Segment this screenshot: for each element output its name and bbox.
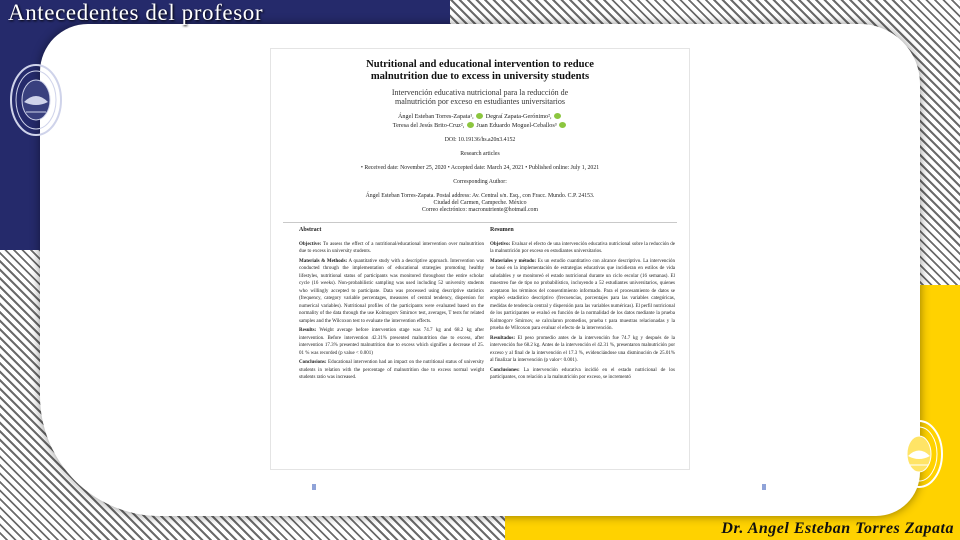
abstract-column [299,227,484,382]
section-label: Objetivo: [490,241,511,247]
resumen-conclusions [490,367,675,382]
author-name: Juan Eduardo Moguel-Ceballos³ [476,122,557,129]
section-label: Conclusiones: [490,367,520,373]
article-dates: • Received date: November 25, 2020 • Accepted date: March 24, 2021 • Published online: July 1, 2021 [360,165,600,171]
section-label: Results: [299,328,317,333]
section-label: Materials & Methods: [299,258,348,264]
author-footer: Dr. Angel Esteban Torres Zapata [721,520,954,537]
orcid-icon[interactable] [476,113,483,119]
resumen-methods [490,258,675,333]
article-type: Research articles [460,151,500,157]
abstract-objective [299,241,484,256]
section-label: Objective: [299,241,322,247]
orcid-icon[interactable] [467,122,474,128]
slide-title: Antecedentes del profesor [8,0,264,25]
abstract-heading: Abstract [299,227,322,233]
article-subtitle-line: malnutrición por exceso en estudiantes universitarios [395,97,565,106]
section-text: Educational intervention had an impact on the nutritional status of university students in relation with the percentage of malnutrition due to excess normal weight students ratio was increased. [299,360,485,380]
section-text: Evaluar el efecto de una intervención educativa nutricional sobre la reducción de la malnutrición por exceso en estudiantes universitarios. [490,241,676,254]
corresponding-email[interactable]: Correo electrónico: macronutriente@hotmail.com [422,207,538,213]
orcid-icon[interactable] [554,113,561,119]
section-label: Materiales y método: [490,258,537,264]
orcid-icon[interactable] [559,122,566,128]
resumen-heading: Resumen [490,227,514,233]
article-authors [271,112,689,130]
resumen-objective [490,241,675,256]
section-divider [283,222,677,223]
author-name: Teresa del Jesús Brito-Cruz², [392,122,465,129]
section-text: La intervención educativa incidió en el estado nutricional de los participantes, con relación a la malnutrición por exceso, se incrementó [490,367,676,380]
section-text: To assess the effect of a nutritional/educational intervention over malnutrition due to excess in university students. [299,241,484,254]
scroll-marker-icon [762,484,766,490]
resumen-column [490,227,675,382]
section-text: El peso promedio antes de la intervención fue 74.7 kg y después de la intervención fue 68.2 kg. Antes de la intervención el 42.31 %, presentaron malnutrición por exceso y al final de la intervención el 17.3 %, evidenciándose una disminución de 25.01% al finalizar la intervención (p valor< 0.001). [490,335,676,363]
article-doi[interactable]: DOI: 10.19136/hs.a20n3.4152 [444,137,516,143]
article-screenshot [270,48,690,470]
section-text: Weight average before intervention stage was 74.7 kg and 68.2 kg after intervention. Before intervention 42.31% presented malnutrition due to excess, after intervention 17.3% presented malnutrition due to excess which signifies a decrease of 25. 01 % was recorded (p value < 0.001) [299,328,484,356]
abstract-results [299,327,484,357]
article-title-line: Nutritional and educational intervention to reduce [366,59,594,70]
author-name: Degraí Zapata-Gerónimo², [485,113,552,120]
corresponding-label: Corresponding Author: [453,179,507,185]
section-label: Resultados: [490,335,516,341]
section-text: A quantitative study with a descriptive approach. Intervention was conducted through the implementation of educational strategies promoting healthy lifestyles, nutritional status of participants was monitored throughout the entire scholar cycle (16 weeks). Non-probabilistic sampling was used including 52 university students who willingly accepted to participate. Data was processed using descriptive statistics (frequency, category variable percentages, measures of central tendency, dispersion for numerical variables). Nutritional profiles of the participants were evaluated based on the normality of the data through the use Kolmogorv Smirnov test, averages, T tests for related samples and the Wilcoxon test to evaluate the intervention effects. [299,258,484,324]
university-seal-icon [893,418,945,490]
abstract-methods [299,258,484,326]
university-seal-icon [8,62,64,138]
article-title-line: malnutrition due to excess in university students [370,70,590,82]
corresponding-address: Ángel Esteban Torres-Zapata. Postal address: Av. Central s/n. Esq., con Fracc. Mundo. C.P. 24153. [365,193,595,199]
article-subtitle-line: Intervención educativa nutricional para la reducción de [391,88,569,97]
section-text: Es un estudio cuantitativo con alcance descriptivo. La intervención se basó en la implementación de estrategias educativas que incidieran en estilos de vida saludables y se monitoreó el estado nutricional durante un ciclo escolar (16 semanas). El muestreo fue de tipo no probabilístico, incluyendo a 52 estudiantes universitarios, quienes aceptaron los términos del consentimiento informado. Para el procesamiento de datos se empleó estadístico descriptivo (frecuencias, porcentajes para las variables categóricas, medidas de tendencia central y dispersión para las variables numéricas). El perfil nutricional de los participantes se evaluó en función de la normalidad de los datos mediante la prueba Kolmogorv Smirnov, se calcularon promedios, prueba t para muestras relacionadas y la prueba de Wilcoxon para evaluar el efecto de la intervención. [490,258,676,331]
corresponding-city: Ciudad del Carmen, Campeche. México [433,200,527,206]
author-name: Ángel Esteban Torres-Zapata¹, [397,113,474,120]
article-subtitle [271,88,689,106]
section-label: Conclusions: [299,360,327,365]
abstract-columns [271,227,689,382]
resumen-results [490,335,675,365]
article-title [271,59,689,82]
abstract-conclusions [299,359,484,382]
scroll-marker-icon [312,484,316,490]
